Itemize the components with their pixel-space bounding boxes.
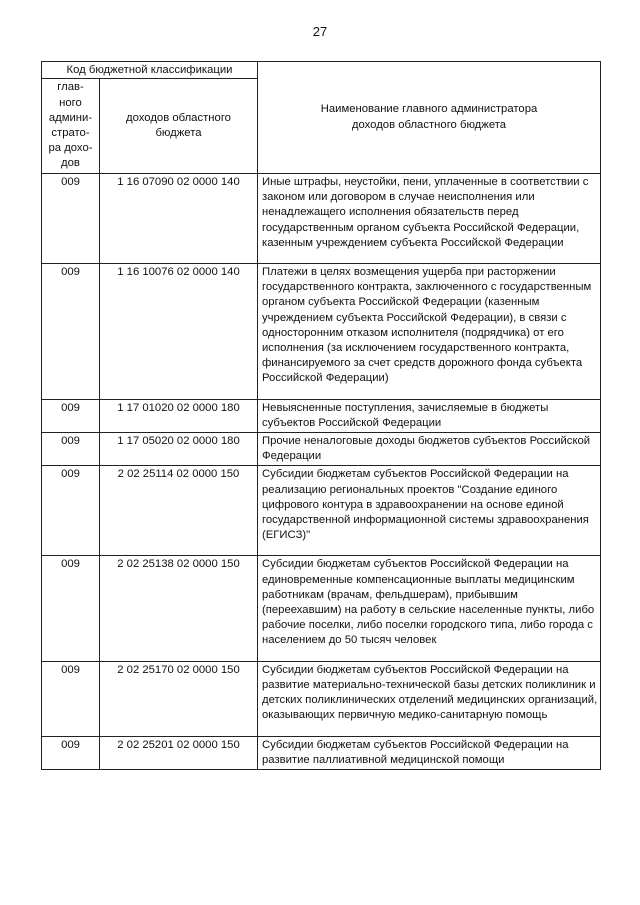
table-row bbox=[42, 433, 601, 466]
table-row bbox=[42, 174, 601, 264]
admin-name-cell: Прочие неналоговые доходы бюджетов субъектов Российской Федерации bbox=[258, 433, 601, 466]
admin-code-cell: 009 bbox=[42, 174, 100, 264]
admin-name-cell: Субсидии бюджетам субъектов Российской Федерации на развитие материально-технической базы детских поликлиник и детских поликлинических отделений медицинских организаций, оказывающих первичную медико-санитарную помощь bbox=[258, 661, 601, 736]
revenue-code-cell: 2 02 25201 02 0000 150 bbox=[100, 736, 258, 769]
table-row bbox=[42, 736, 601, 769]
revenue-code-cell: 1 17 05020 02 0000 180 bbox=[100, 433, 258, 466]
admin-code-cell: 009 bbox=[42, 466, 100, 556]
budget-classification-table bbox=[41, 61, 601, 770]
table-row bbox=[42, 466, 601, 556]
admin-code-cell: 009 bbox=[42, 556, 100, 661]
header-budget-classification: Код бюджетной классификации bbox=[42, 62, 258, 79]
header-main-admin-text: глав- ного админи- страто- ра дохо- дов bbox=[48, 81, 93, 170]
header-main-admin bbox=[42, 79, 100, 174]
revenue-code-cell: 2 02 25170 02 0000 150 bbox=[100, 661, 258, 736]
page-number: 27 bbox=[312, 24, 328, 39]
header-regional-revenue bbox=[100, 79, 258, 174]
revenue-code-cell: 2 02 25114 02 0000 150 bbox=[100, 466, 258, 556]
table-row bbox=[42, 556, 601, 661]
admin-code-cell: 009 bbox=[42, 264, 100, 400]
header-row-group bbox=[42, 62, 601, 79]
table-row bbox=[42, 399, 601, 432]
admin-name-cell: Платежи в целях возмещения ущерба при расторжении государственного контракта, заключенного с государственным органом субъекта Российской Федерации (казенным учреждением субъекта Российской Федерации), в связи с односторонним отказом исполнителя (подрядчика) от его исполнения (за исключением государственного контракта, финансируемого за счет средств дорожного фонда субъекта Российской Федерации) bbox=[258, 264, 601, 400]
admin-name-cell: Субсидии бюджетам субъектов Российской Федерации на реализацию региональных проектов "Создание единого цифрового контура в здравоохранении на основе единой государственной информационной системы здравоохранения (ЕГИСЗ)" bbox=[258, 466, 601, 556]
revenue-code-cell: 1 17 01020 02 0000 180 bbox=[100, 399, 258, 432]
admin-name-cell: Субсидии бюджетам субъектов Российской Федерации на единовременные компенсационные выплаты медицинским работникам (врачам, фельдшерам), прибывшим (переехавшим) на работу в сельские населенные пункты, либо рабочие поселки, либо поселки городского типа, либо города с населением до 50 тысяч человек bbox=[258, 556, 601, 661]
header-admin-name-text: Наименование главного администратора доходов областного бюджета bbox=[320, 103, 538, 131]
admin-code-cell: 009 bbox=[42, 399, 100, 432]
table-row bbox=[42, 661, 601, 736]
admin-code-cell: 009 bbox=[42, 433, 100, 466]
admin-name-cell: Невыясненные поступления, зачисляемые в бюджеты субъектов Российской Федерации bbox=[258, 399, 601, 432]
header-admin-name bbox=[258, 62, 601, 174]
admin-code-cell: 009 bbox=[42, 736, 100, 769]
revenue-code-cell: 1 16 07090 02 0000 140 bbox=[100, 174, 258, 264]
admin-name-cell: Иные штрафы, неустойки, пени, уплаченные в соответствии с законом или договором в случае неисполнения или ненадлежащего исполнения обязательств перед государственным органом субъекта Российской Федерации, казенным учреждением субъекта Российской Федерации bbox=[258, 174, 601, 264]
admin-code-cell: 009 bbox=[42, 661, 100, 736]
admin-name-cell: Субсидии бюджетам субъектов Российской Федерации на развитие паллиативной медицинской помощи bbox=[258, 736, 601, 769]
revenue-code-cell: 2 02 25138 02 0000 150 bbox=[100, 556, 258, 661]
revenue-code-cell: 1 16 10076 02 0000 140 bbox=[100, 264, 258, 400]
header-regional-revenue-text: доходов областного бюджета bbox=[126, 111, 231, 139]
table-row bbox=[42, 264, 601, 400]
